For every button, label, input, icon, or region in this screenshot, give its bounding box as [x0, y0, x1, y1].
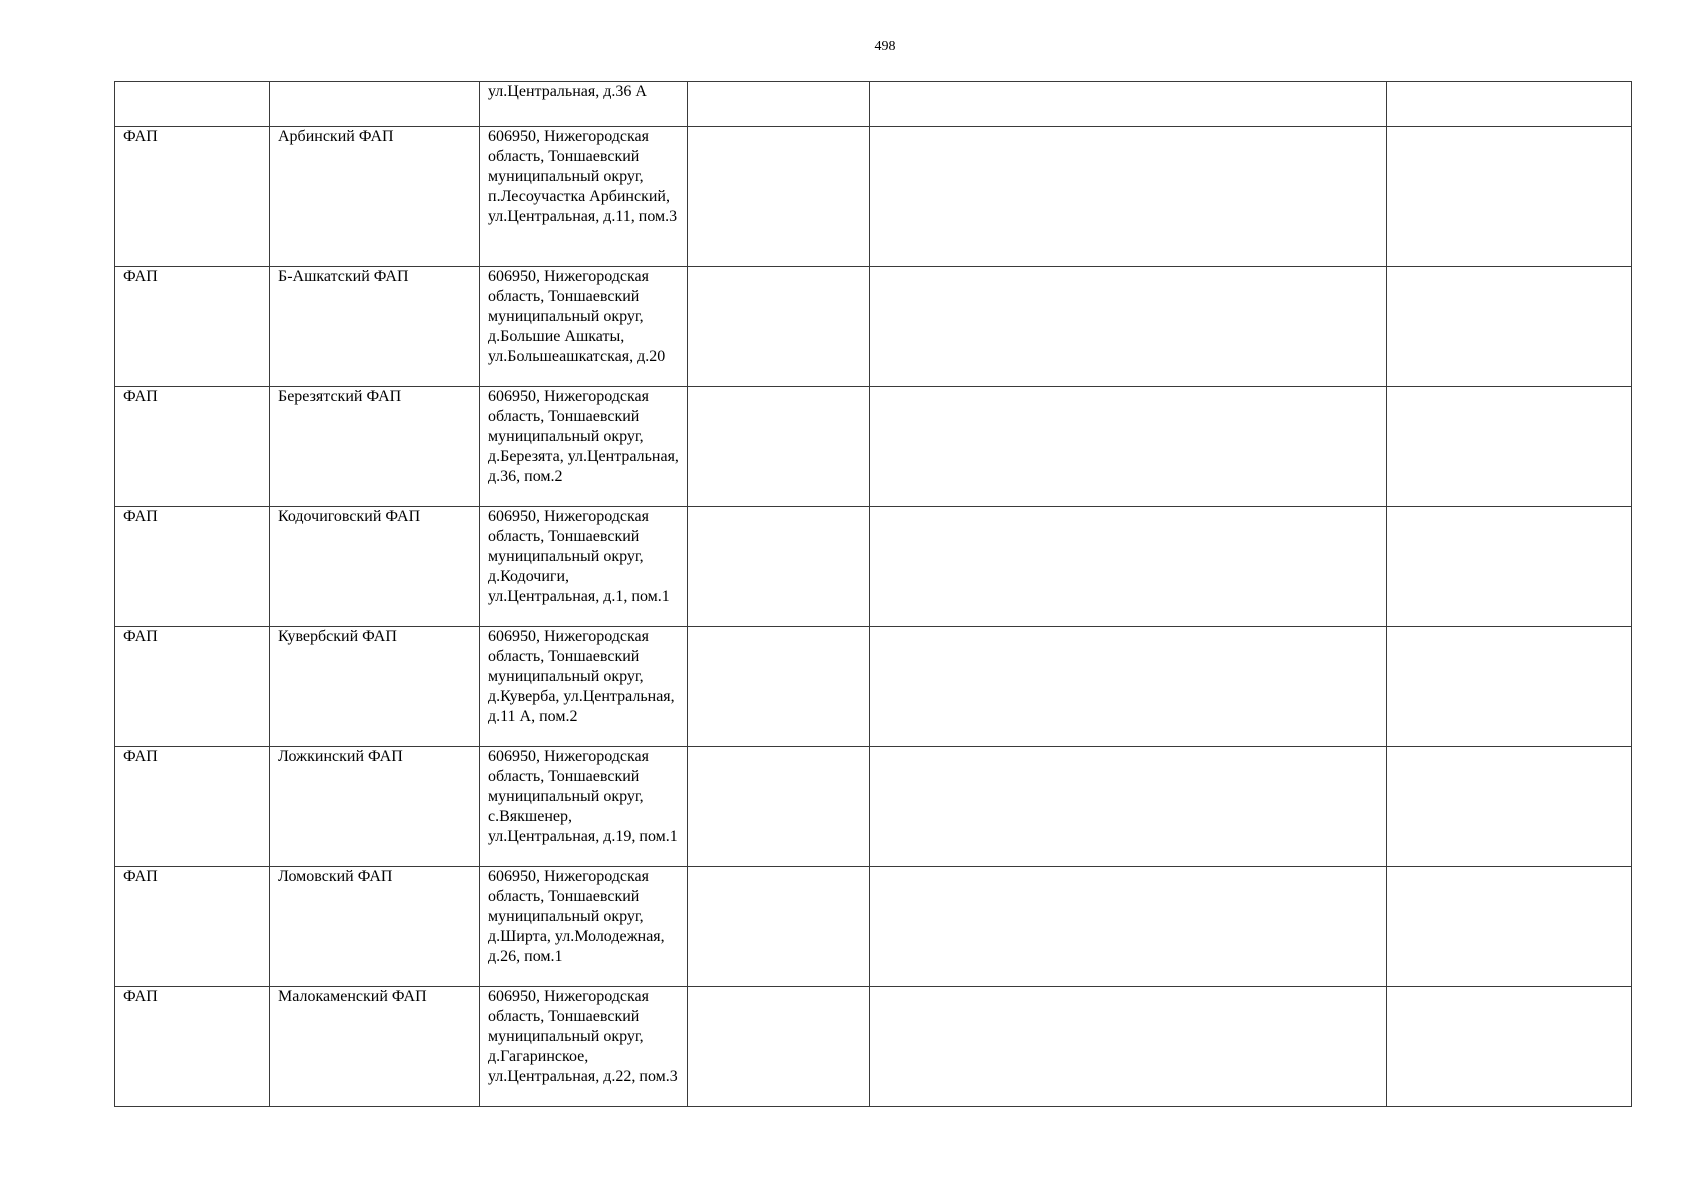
- cell-empty-4: [688, 867, 870, 987]
- cell-name: Малокаменский ФАП: [270, 987, 480, 1107]
- cell-empty-5: [870, 867, 1387, 987]
- facilities-table: [114, 81, 1632, 1107]
- cell-empty-5: [870, 267, 1387, 387]
- cell-empty-5: [870, 507, 1387, 627]
- cell-empty-6: [1387, 267, 1632, 387]
- cell-type: ФАП: [115, 507, 270, 627]
- cell-empty-6: [1387, 867, 1632, 987]
- cell-type: ФАП: [115, 987, 270, 1107]
- table-row: [115, 747, 1632, 867]
- table-row: [115, 867, 1632, 987]
- cell-type: ФАП: [115, 867, 270, 987]
- cell-address: 606950, Нижегородская область, Тоншаевский муниципальный округ, д.Кодочиги, ул.Центральная, д.1, пом.1: [480, 507, 688, 627]
- cell-address: ул.Центральная, д.36 А: [480, 82, 688, 127]
- cell-address: 606950, Нижегородская область, Тоншаевский муниципальный округ, д.Большие Ашкаты, ул.Большеашкатская, д.20: [480, 267, 688, 387]
- cell-empty-5: [870, 747, 1387, 867]
- cell-empty-6: [1387, 127, 1632, 267]
- cell-empty-6: [1387, 747, 1632, 867]
- cell-empty-6: [1387, 82, 1632, 127]
- cell-empty-6: [1387, 387, 1632, 507]
- table-row: [115, 627, 1632, 747]
- page-number: 498: [874, 39, 896, 54]
- cell-name: Кувербский ФАП: [270, 627, 480, 747]
- cell-name: [270, 82, 480, 127]
- cell-empty-4: [688, 987, 870, 1107]
- cell-empty-4: [688, 82, 870, 127]
- cell-empty-5: [870, 82, 1387, 127]
- cell-name: Б-Ашкатский ФАП: [270, 267, 480, 387]
- table-row-continued: [115, 82, 1632, 127]
- cell-address: 606950, Нижегородская область, Тоншаевский муниципальный округ, п.Лесоучастка Арбинский, ул.Центральная, д.11, пом.3: [480, 127, 688, 267]
- table-row: [115, 387, 1632, 507]
- cell-name: Арбинский ФАП: [270, 127, 480, 267]
- cell-address: 606950, Нижегородская область, Тоншаевский муниципальный округ, д.Березята, ул.Центральная, д.36, пом.2: [480, 387, 688, 507]
- cell-address: 606950, Нижегородская область, Тоншаевский муниципальный округ, с.Вякшенер, ул.Центральная, д.19, пом.1: [480, 747, 688, 867]
- cell-empty-5: [870, 127, 1387, 267]
- cell-type: ФАП: [115, 387, 270, 507]
- cell-type: ФАП: [115, 747, 270, 867]
- table-row: [115, 507, 1632, 627]
- cell-empty-4: [688, 267, 870, 387]
- cell-address: 606950, Нижегородская область, Тоншаевский муниципальный округ, д.Куверба, ул.Центральная, д.11 А, пом.2: [480, 627, 688, 747]
- cell-name: Ложкинский ФАП: [270, 747, 480, 867]
- cell-empty-6: [1387, 987, 1632, 1107]
- cell-type: ФАП: [115, 627, 270, 747]
- table-row: [115, 267, 1632, 387]
- cell-type: ФАП: [115, 127, 270, 267]
- cell-empty-4: [688, 387, 870, 507]
- cell-empty-6: [1387, 507, 1632, 627]
- cell-empty-5: [870, 387, 1387, 507]
- cell-empty-5: [870, 987, 1387, 1107]
- cell-name: Березятский ФАП: [270, 387, 480, 507]
- cell-name: Кодочиговский ФАП: [270, 507, 480, 627]
- cell-address: 606950, Нижегородская область, Тоншаевский муниципальный округ, д.Гагаринское, ул.Центральная, д.22, пом.3: [480, 987, 688, 1107]
- cell-type: [115, 82, 270, 127]
- cell-empty-4: [688, 507, 870, 627]
- cell-address: 606950, Нижегородская область, Тоншаевский муниципальный округ, д.Ширта, ул.Молодежная, д.26, пом.1: [480, 867, 688, 987]
- cell-type: ФАП: [115, 267, 270, 387]
- cell-empty-4: [688, 127, 870, 267]
- cell-empty-5: [870, 627, 1387, 747]
- cell-empty-4: [688, 747, 870, 867]
- cell-empty-4: [688, 627, 870, 747]
- table-row: [115, 127, 1632, 267]
- cell-empty-6: [1387, 627, 1632, 747]
- table-row: [115, 987, 1632, 1107]
- cell-name: Ломовский ФАП: [270, 867, 480, 987]
